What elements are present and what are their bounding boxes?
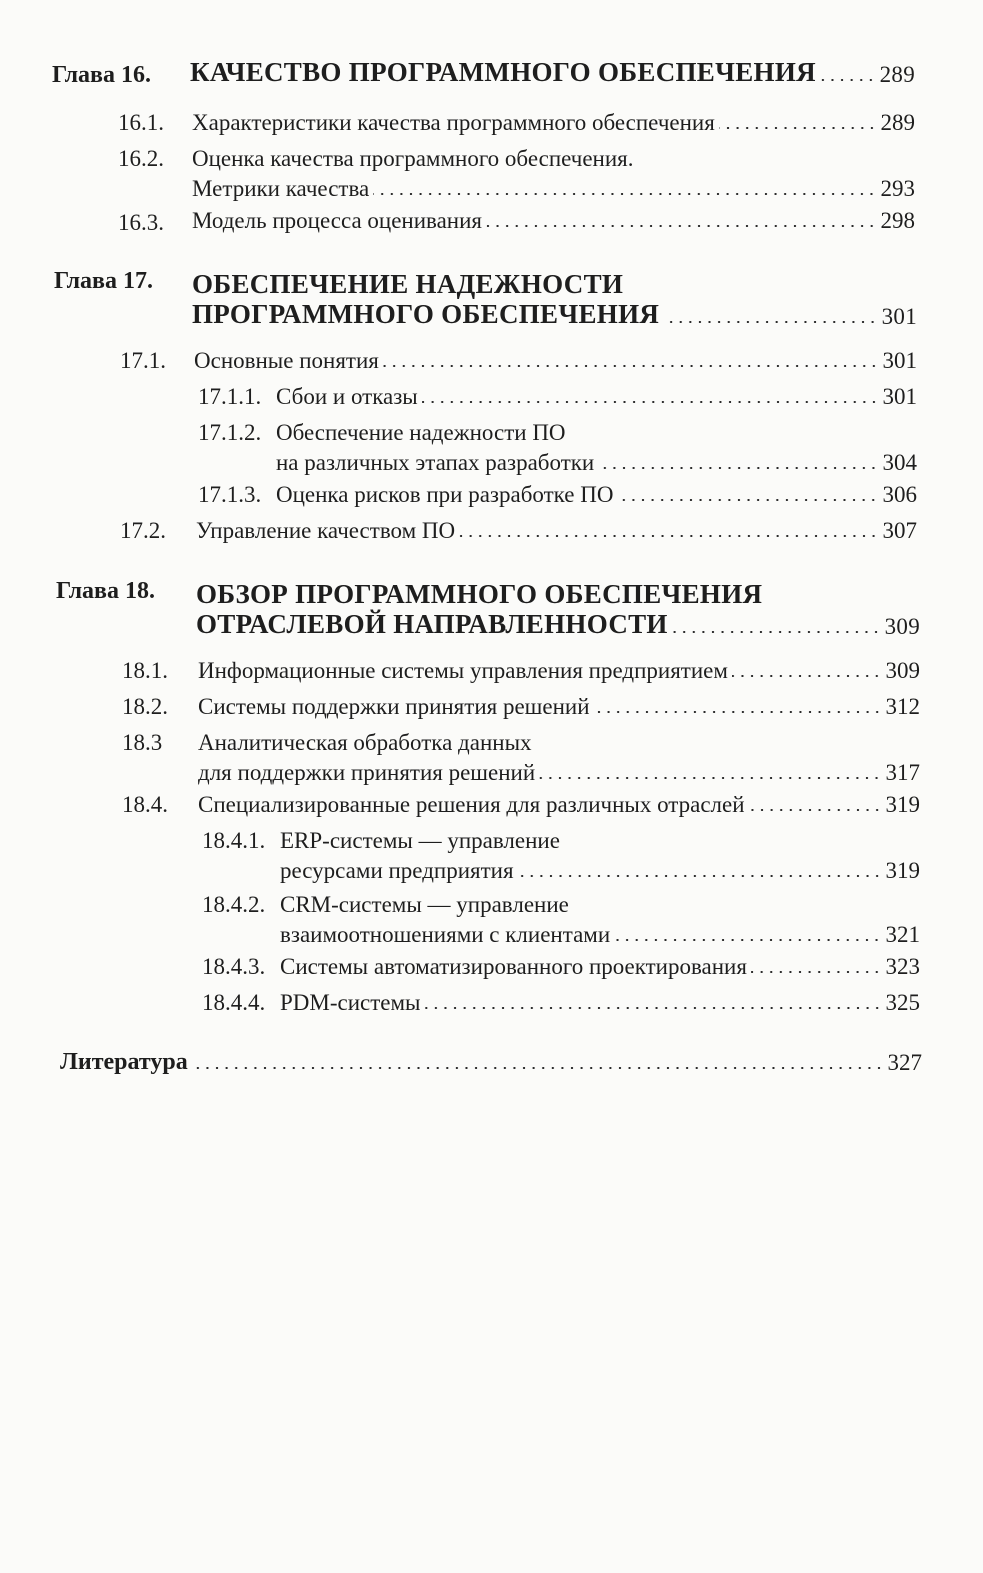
dot-leader: [486, 225, 877, 227]
dot-leader: [539, 777, 881, 779]
chapter-title: КАЧЕСТВО ПРОГРАММНОГО ОБЕСПЕЧЕНИЯ 289: [190, 57, 915, 87]
dot-leader: [518, 875, 882, 877]
page-number: 325: [885, 990, 920, 1015]
section-title: Основные понятия 301: [194, 348, 917, 373]
dot-leader: [672, 631, 881, 633]
chapter-number: Глава 17.: [54, 268, 153, 294]
section-title: Оценка качества программного обеспечения. Метрики качества 293: [192, 146, 915, 201]
dot-leader: [373, 193, 876, 195]
section-title: Информационные системы управления предприятием 309: [198, 658, 920, 683]
section-number: 18.4.: [122, 792, 168, 817]
subsection-title: Оценка рисков при разработке ПО 306: [276, 482, 917, 507]
page-number: 309: [884, 614, 920, 639]
subsection-number: 18.4.1.: [202, 828, 266, 853]
dot-leader: [425, 1007, 882, 1009]
dot-leader: [820, 79, 876, 81]
dot-leader: [663, 321, 877, 323]
subsection-title: ERP-системы — управление ресурсами предприятия 319: [280, 828, 920, 883]
section-number: 16.2.: [118, 146, 164, 171]
chapter-title: ОБЕСПЕЧЕНИЕ НАДЕЖНОСТИ ПРОГРАММНОГО ОБЕСПЕЧЕНИЯ 301: [192, 269, 917, 329]
section-title: Системы поддержки принятия решений 312: [198, 694, 920, 719]
dot-leader: [617, 499, 878, 501]
dot-leader: [751, 971, 882, 973]
subsection-title: CRM-системы — управление взаимоотношениями с клиентами 321: [280, 892, 920, 947]
dot-leader: [614, 939, 881, 941]
page-number: 289: [880, 110, 915, 135]
dot-leader: [383, 365, 879, 367]
page-number: 301: [882, 348, 917, 373]
subsection-title: Системы автоматизированного проектирования 323: [280, 954, 920, 979]
page-number: 298: [880, 208, 915, 233]
page-number: 304: [882, 450, 917, 475]
section-title: Модель процесса оценивания 298: [192, 208, 915, 233]
dot-leader: [598, 467, 878, 469]
page-number: 319: [885, 858, 920, 883]
page-number: 323: [885, 954, 920, 979]
subsection-title: Сбои и отказы 301: [276, 384, 917, 409]
subsection-number: 18.4.3.: [202, 954, 266, 979]
subsection-number: 18.4.2.: [202, 892, 266, 917]
page-number: 307: [882, 518, 917, 543]
section-title: Управление качеством ПО 307: [196, 518, 917, 543]
section-title: Специализированные решения для различных отраслей 319: [198, 792, 920, 817]
page-number: 319: [885, 792, 920, 817]
page-number: 327: [887, 1050, 922, 1075]
page-number: 301: [881, 304, 917, 329]
subsection-number: 17.1.3.: [198, 482, 262, 507]
page-number: 289: [879, 62, 915, 87]
dot-leader: [192, 1067, 884, 1069]
chapter-number: Глава 16.: [52, 62, 151, 88]
subsection-number: 17.1.1.: [198, 384, 262, 409]
dot-leader: [749, 809, 882, 811]
chapter-title: ОБЗОР ПРОГРАММНОГО ОБЕСПЕЧЕНИЯ ОТРАСЛЕВОЙ НАПРАВЛЕННОСТИ 309: [196, 579, 920, 639]
page-number: 312: [885, 694, 920, 719]
page-number: 301: [882, 384, 917, 409]
subsection-title: Обеспечение надежности ПО на различных этапах разработки 304: [276, 420, 917, 475]
dot-leader: [719, 127, 877, 129]
section-number: 18.1.: [122, 658, 168, 683]
section-title: Аналитическая обработка данных для поддержки принятия решений 317: [198, 730, 920, 785]
page-number: 293: [880, 176, 915, 201]
dot-leader: [594, 711, 882, 713]
section-number: 18.2.: [122, 694, 168, 719]
section-number: 17.1.: [120, 348, 166, 373]
page-number: 321: [885, 922, 920, 947]
subsection-number: 18.4.4.: [202, 990, 266, 1015]
page-number: 306: [882, 482, 917, 507]
page-number: 309: [885, 658, 920, 683]
subsection-title: PDM-системы 325: [280, 990, 920, 1015]
section-number: 16.3.: [118, 210, 164, 235]
section-number: 18.3: [122, 730, 163, 755]
page-number: 317: [885, 760, 920, 785]
bibliography-entry: [60, 1046, 922, 1076]
subsection-number: 17.1.2.: [198, 420, 262, 445]
section-number: 17.2.: [120, 518, 166, 543]
section-title: Характеристики качества программного обеспечения 289: [192, 110, 915, 135]
dot-leader: [422, 401, 879, 403]
bibliography-title: Литература: [60, 1049, 188, 1075]
dot-leader: [732, 675, 882, 677]
dot-leader: [459, 535, 878, 537]
section-number: 16.1.: [118, 110, 164, 135]
chapter-number: Глава 18.: [56, 578, 155, 604]
